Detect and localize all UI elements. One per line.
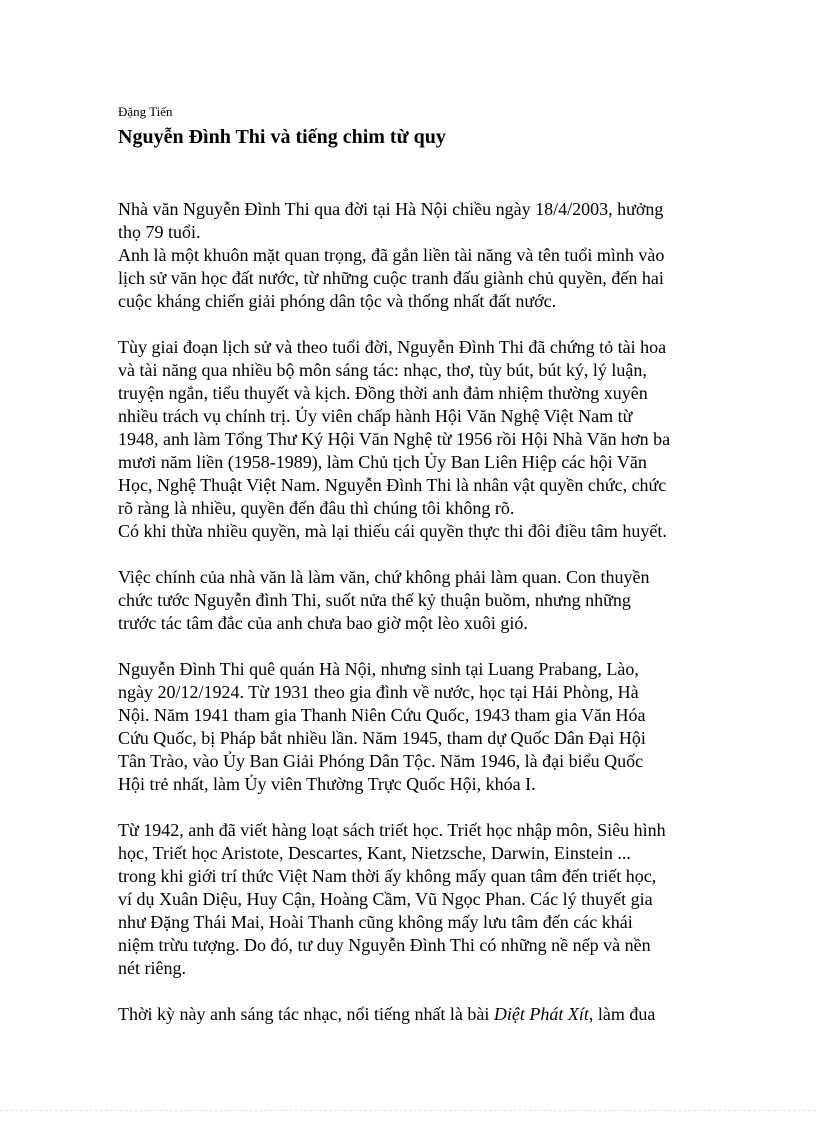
text-line: Từ 1942, anh đã viết hàng loạt sách triết học. Triết học nhập môn, Siêu hình <box>118 820 666 840</box>
text-line: và tài năng qua nhiều bộ môn sáng tác: nhạc, thơ, tùy bút, bút ký, lý luận, <box>118 360 647 380</box>
text-line: như Đặng Thái Mai, Hoài Thanh cũng không mấy lưu tâm đến các khái <box>118 912 633 932</box>
text-line: truyện ngắn, tiểu thuyết và kịch. Đồng thời anh đảm nhiệm thường xuyên <box>118 383 648 403</box>
text-line: trước tác tâm đắc của anh chưa bao giờ một lèo xuôi gió. <box>118 613 528 633</box>
article-title: Nguyễn Đình Thi và tiếng chim từ quy <box>118 126 446 148</box>
text-line: học, Triết học Aristote, Descartes, Kant, Nietzsche, Darwin, Einstein ... <box>118 843 631 863</box>
text-line: Tân Trào, vào Ủy Ban Giải Phóng Dân Tộc. Năm 1946, là đại biểu Quốc <box>118 751 644 771</box>
text-line: ngày 20/12/1924. Từ 1931 theo gia đình về nước, học tại Hải Phòng, Hà <box>118 682 639 702</box>
text-line: nét riêng. <box>118 958 186 978</box>
text-line: Cứu Quốc, bị Pháp bắt nhiều lần. Năm 1945, tham dự Quốc Dân Đại Hội <box>118 728 646 748</box>
text-line: rõ ràng là nhiều, quyền đến đâu thì chúng tôi không rõ. <box>118 498 515 518</box>
text-line: 1948, anh làm Tổng Thư Ký Hội Văn Nghệ từ 1956 rồi Hội Nhà Văn hơn ba <box>118 429 671 449</box>
text-run: Thời kỳ này anh sáng tác nhạc, nổi tiếng nhất là bài <box>118 1004 494 1024</box>
text-line: lịch sử văn học đất nước, từ những cuộc tranh đấu giành chủ quyền, đến hai <box>118 268 664 288</box>
text-line: Có khi thừa nhiều quyền, mà lại thiếu cái quyền thực thi đôi điều tâm huyết. <box>118 521 667 541</box>
text-line <box>118 1003 708 1026</box>
paragraph <box>118 198 708 313</box>
text-line: Tùy giai đoạn lịch sử và theo tuổi đời, Nguyễn Đình Thi đã chứng tỏ tài hoa <box>118 337 667 357</box>
text-line: thọ 79 tuổi. <box>118 222 201 242</box>
text-line: Hội trẻ nhất, làm Ủy viên Thường Trực Quốc Hội, khóa I. <box>118 774 536 794</box>
page-bottom-divider <box>0 1110 816 1112</box>
text-line: niệm trừu tượng. Do đó, tư duy Nguyễn Đình Thi có những nề nếp và nền <box>118 935 651 955</box>
text-run: , làm đua <box>588 1004 656 1024</box>
text-line: ví dụ Xuân Diệu, Huy Cận, Hoàng Cầm, Vũ Ngọc Phan. Các lý thuyết gia <box>118 889 653 909</box>
text-line: mươi năm liền (1958-1989), làm Chủ tịch Ủy Ban Liên Hiệp các hội Văn <box>118 452 647 472</box>
text-line: trong khi giới trí thức Việt Nam thời ấy không mấy quan tâm đến triết học, <box>118 866 657 886</box>
paragraph <box>118 819 708 980</box>
text-line: Học, Nghệ Thuật Việt Nam. Nguyễn Đình Thi là nhân vật quyền chức, chức <box>118 475 667 495</box>
text-line: Nguyễn Đình Thi quê quán Hà Nội, nhưng sinh tại Luang Prabang, Lào, <box>118 659 639 679</box>
text-line: Anh là một khuôn mặt quan trọng, đã gắn liền tài năng và tên tuổi mình vào <box>118 245 665 265</box>
paragraph <box>118 566 708 635</box>
text-line: Nội. Năm 1941 tham gia Thanh Niên Cứu Quốc, 1943 tham gia Văn Hóa <box>118 705 646 725</box>
text-line: Nhà văn Nguyễn Đình Thi qua đời tại Hà Nội chiều ngày 18/4/2003, hưởng <box>118 199 664 219</box>
song-title: Diệt Phát Xít <box>493 1004 589 1024</box>
paragraph <box>118 336 708 543</box>
text-line: chức tước Nguyễn đình Thi, suốt nửa thế kỷ thuận buồm, nhưng những <box>118 590 631 610</box>
author-name: Đặng Tiến <box>118 104 173 119</box>
text-line: Việc chính của nhà văn là làm văn, chứ không phải làm quan. Con thuyền <box>118 567 650 587</box>
paragraph <box>118 1003 708 1026</box>
text-line: cuộc kháng chiến giải phóng dân tộc và thống nhất đất nước. <box>118 291 557 311</box>
paragraph <box>118 658 708 796</box>
article-body <box>118 198 708 1049</box>
text-line: nhiều trách vụ chính trị. Ủy viên chấp hành Hội Văn Nghệ Việt Nam từ <box>118 406 633 426</box>
